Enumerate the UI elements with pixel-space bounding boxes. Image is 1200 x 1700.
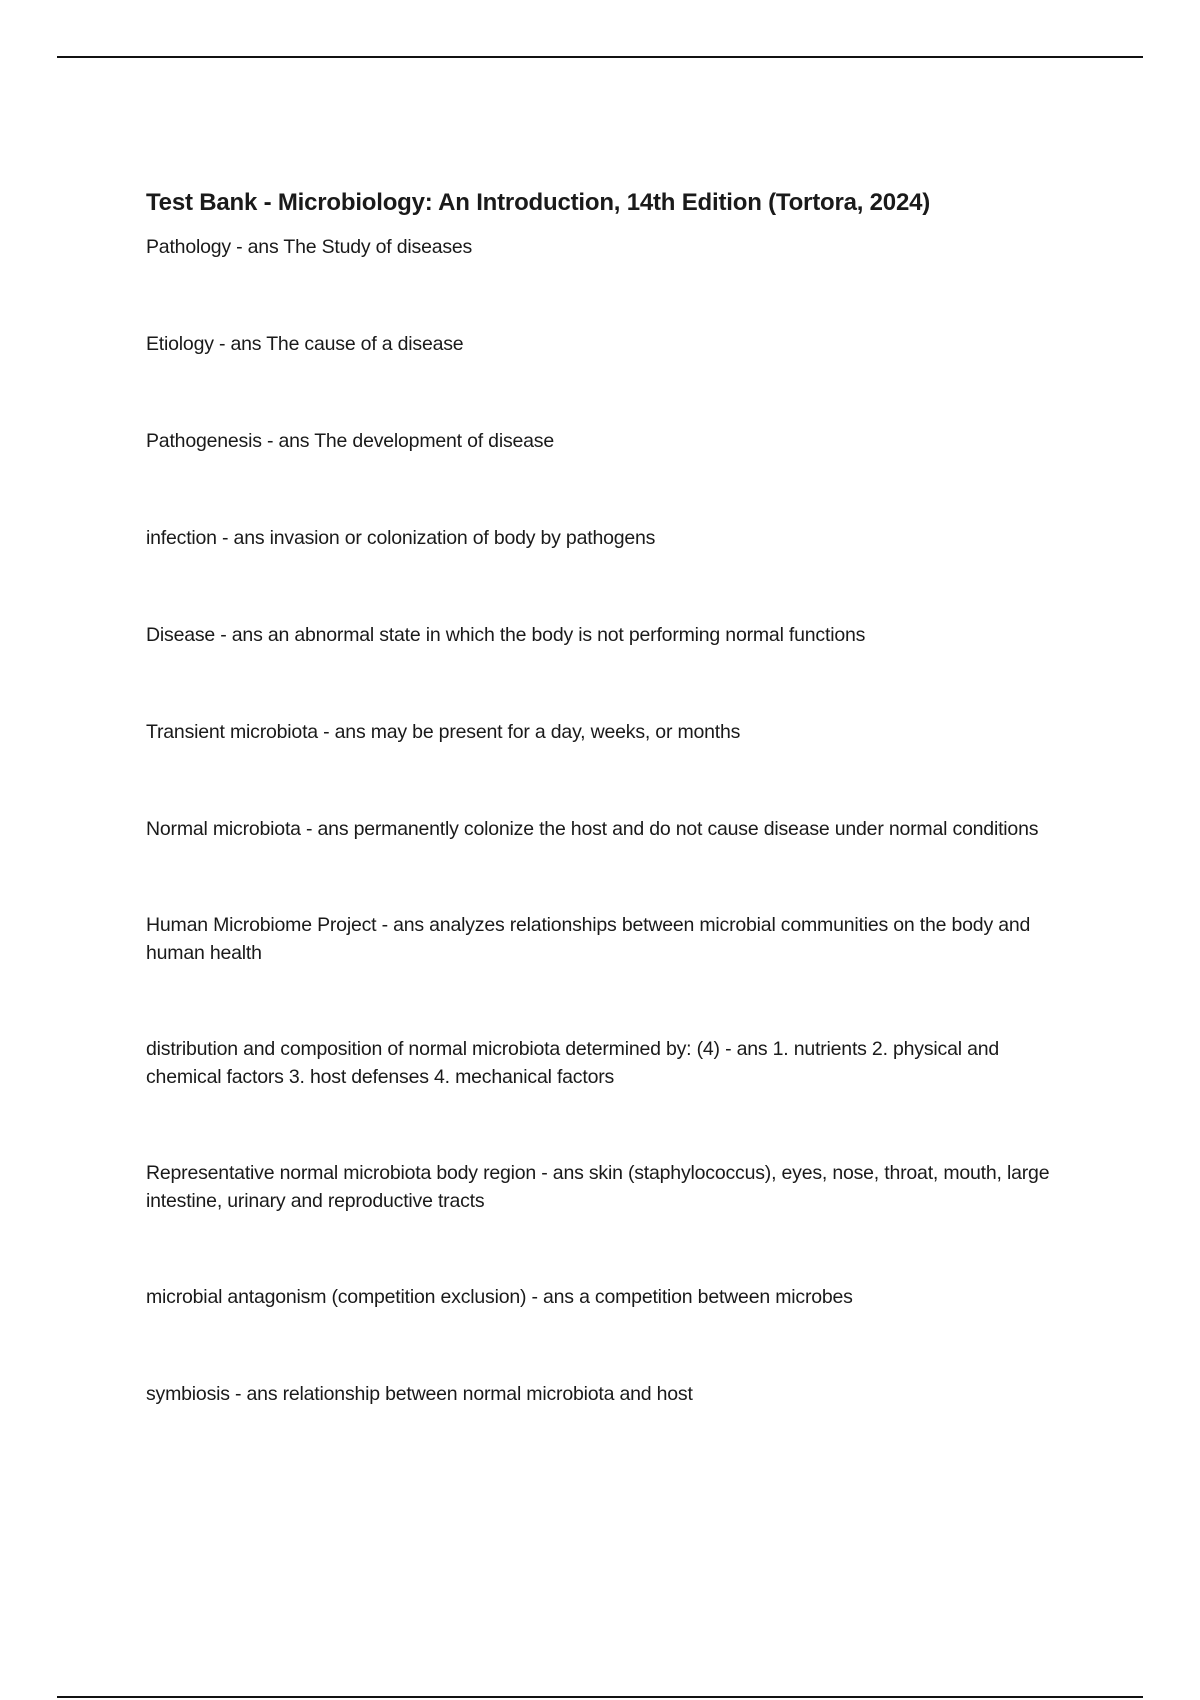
qa-entry: Representative normal microbiota body region - ans skin (staphylococcus), eyes, nose, throat, mouth, large intestine, urinary and reproductive tracts [146, 1162, 1050, 1212]
footer-rule [57, 1696, 1143, 1698]
qa-entry: symbiosis - ans relationship between normal microbiota and host [146, 1383, 693, 1405]
qa-entry: Disease - ans an abnormal state in which the body is not performing normal functions [146, 624, 866, 646]
qa-entry: Normal microbiota - ans permanently colonize the host and do not cause disease under normal conditions [146, 818, 1039, 840]
qa-entry: Pathology - ans The Study of diseases [146, 236, 473, 258]
qa-entry: Pathogenesis - ans The development of disease [146, 430, 554, 452]
document-title: Test Bank - Microbiology: An Introduction, 14th Edition (Tortora, 2024) [146, 189, 931, 216]
qa-list [146, 233, 1076, 1408]
qa-entry: Human Microbiome Project - ans analyzes relationships between microbial communities on the body and human health [146, 914, 1031, 964]
qa-entry: distribution and composition of normal microbiota determined by: (4) - ans 1. nutrients 2. physical and chemical factors 3. host defenses 4. mechanical factors [146, 1038, 1000, 1088]
qa-entry: microbial antagonism (competition exclusion) - ans a competition between microbes [146, 1286, 853, 1308]
document-body [146, 186, 1076, 1477]
header-rule [57, 56, 1143, 58]
qa-entry: infection - ans invasion or colonization of body by pathogens [146, 527, 656, 549]
qa-entry: Etiology - ans The cause of a disease [146, 333, 464, 355]
qa-entry: Transient microbiota - ans may be present for a day, weeks, or months [146, 721, 741, 743]
